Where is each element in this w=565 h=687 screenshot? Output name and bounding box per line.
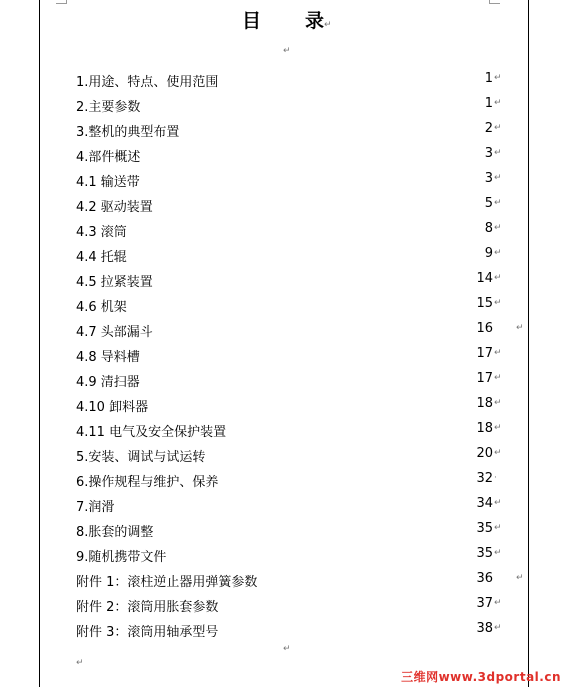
toc-entry	[0, 521, 565, 546]
paragraph-mark: ↵	[516, 573, 524, 583]
toc-entry-page-number: 5	[484, 196, 493, 211]
toc-entry-label: 2.主要参数	[76, 100, 141, 115]
paragraph-mark: ·	[494, 473, 497, 483]
toc-entry-page-number: 1	[484, 71, 493, 86]
toc-entry	[0, 271, 565, 296]
toc-entry	[0, 196, 565, 221]
toc-entry-label: 4.9 清扫器	[76, 375, 140, 390]
toc-entry	[0, 396, 565, 421]
toc-entry-page-number: 18	[476, 421, 493, 436]
paragraph-mark: ↵	[494, 273, 502, 283]
toc-title-char-1: 目	[242, 10, 262, 32]
toc-entry-page-number: 3	[484, 171, 493, 186]
toc-entry-label: 4.7 头部漏斗	[76, 325, 153, 340]
paragraph-mark: ↵	[494, 73, 502, 83]
toc-entry	[0, 346, 565, 371]
watermark-text: 三维网www.3dportal.cn	[401, 670, 561, 684]
toc-entry	[0, 96, 565, 121]
toc-entry-label: 5.安装、调试与试运转	[76, 450, 206, 465]
toc-entry-label: 附件 1：滚柱逆止器用弹簧参数	[76, 575, 258, 590]
toc-entry-label: 附件 2：滚筒用胀套参数	[76, 600, 219, 615]
toc-entry	[0, 371, 565, 396]
toc-entry	[0, 71, 565, 96]
toc-entry-page-number: 34	[476, 496, 493, 511]
toc-entry-label: 4.6 机架	[76, 300, 127, 315]
toc-entry-page-number: 1	[484, 96, 493, 111]
paragraph-mark: ↵	[283, 644, 291, 654]
toc-entry-page-number: 17	[476, 371, 493, 386]
paragraph-mark: ↵	[494, 448, 502, 458]
toc-entry-page-number: 20	[476, 446, 493, 461]
toc-entry	[0, 421, 565, 446]
toc-entry	[0, 321, 565, 346]
toc-entry-page-number: 14	[476, 271, 493, 286]
toc-entry-page-number: 35	[476, 546, 493, 561]
toc-entry-label: 6.操作规程与维护、保养	[76, 475, 219, 490]
toc-entry-page-number: 35	[476, 521, 493, 536]
paragraph-mark: ↵	[494, 423, 502, 433]
paragraph-mark: ↵	[76, 658, 84, 668]
paragraph-mark: ↵	[494, 348, 502, 358]
toc-entry-page-number: 2	[484, 121, 493, 136]
toc-entry-label: 4.11 电气及安全保护装置	[76, 425, 227, 440]
toc-entry-label: 4.1 输送带	[76, 175, 140, 190]
toc-entry-label: 4.4 托辊	[76, 250, 127, 265]
toc-entry-page-number: 9	[484, 246, 493, 261]
paragraph-mark: ↵	[494, 173, 502, 183]
toc-entry-label: 附件 3：滚筒用轴承型号	[76, 625, 219, 640]
toc-entry-page-number: 15	[476, 296, 493, 311]
paragraph-mark: ↵	[494, 398, 502, 408]
toc-entry-label: 8.胀套的调整	[76, 525, 154, 540]
paragraph-mark: ↵	[494, 123, 502, 133]
toc-entry-label: 4.5 拉紧装置	[76, 275, 153, 290]
toc-entry-label: 4.8 导料槽	[76, 350, 140, 365]
toc-entry	[0, 471, 565, 496]
toc-entry-label: 4.3 滚筒	[76, 225, 127, 240]
paragraph-mark: ↵	[494, 598, 502, 608]
toc-entry	[0, 121, 565, 146]
paragraph-mark: ↵	[494, 373, 502, 383]
paragraph-mark: ↵	[494, 223, 502, 233]
toc-entry	[0, 571, 565, 596]
toc-entry-page-number: 3	[484, 146, 493, 161]
toc-entry-label: 4.2 驱动装置	[76, 200, 153, 215]
toc-entry-page-number: 32	[476, 471, 493, 486]
toc-entry-page-number: 37	[476, 596, 493, 611]
toc-entry-page-number: 8	[484, 221, 493, 236]
toc-entry-page-number: 36	[476, 571, 493, 586]
toc-entry	[0, 596, 565, 621]
paragraph-mark: ↵	[494, 298, 502, 308]
toc-entry	[0, 296, 565, 321]
paragraph-mark: ↵	[516, 323, 524, 333]
toc-entry-label: 9.随机携带文件	[76, 550, 167, 565]
toc-entry-page-number: 17	[476, 346, 493, 361]
paragraph-mark: ↵	[494, 498, 502, 508]
toc-entry-page-number: 16	[476, 321, 493, 336]
toc-entry-label: 1.用途、特点、使用范围	[76, 75, 219, 90]
toc-entry-page-number: 38	[476, 621, 493, 636]
paragraph-mark: ↵	[494, 198, 502, 208]
toc-entry	[0, 246, 565, 271]
paragraph-mark: ↵	[494, 523, 502, 533]
toc-entry-label: 7.润滑	[76, 500, 115, 515]
paragraph-mark: ↵	[494, 623, 502, 633]
paragraph-mark: ↵	[494, 548, 502, 558]
toc-entry-label: 3.整机的典型布置	[76, 125, 180, 140]
toc-entry	[0, 221, 565, 246]
toc-entry	[0, 621, 565, 646]
toc-title	[242, 6, 332, 33]
toc-entry	[0, 446, 565, 471]
toc-entry-label: 4.部件概述	[76, 150, 141, 165]
paragraph-mark: ↵	[324, 20, 332, 30]
paragraph-mark: ↵	[283, 46, 291, 56]
toc-entry-page-number: 18	[476, 396, 493, 411]
toc-entry	[0, 546, 565, 571]
toc-entry	[0, 146, 565, 171]
paragraph-mark: ↵	[494, 248, 502, 258]
toc-entry	[0, 496, 565, 521]
paragraph-mark: ↵	[494, 148, 502, 158]
toc-entry-label: 4.10 卸料器	[76, 400, 149, 415]
paragraph-mark: ↵	[494, 98, 502, 108]
page-corner-mark-left	[56, 0, 67, 4]
toc-title-char-2: 录	[305, 10, 325, 32]
page-corner-mark-right	[489, 0, 500, 4]
toc-entry	[0, 171, 565, 196]
